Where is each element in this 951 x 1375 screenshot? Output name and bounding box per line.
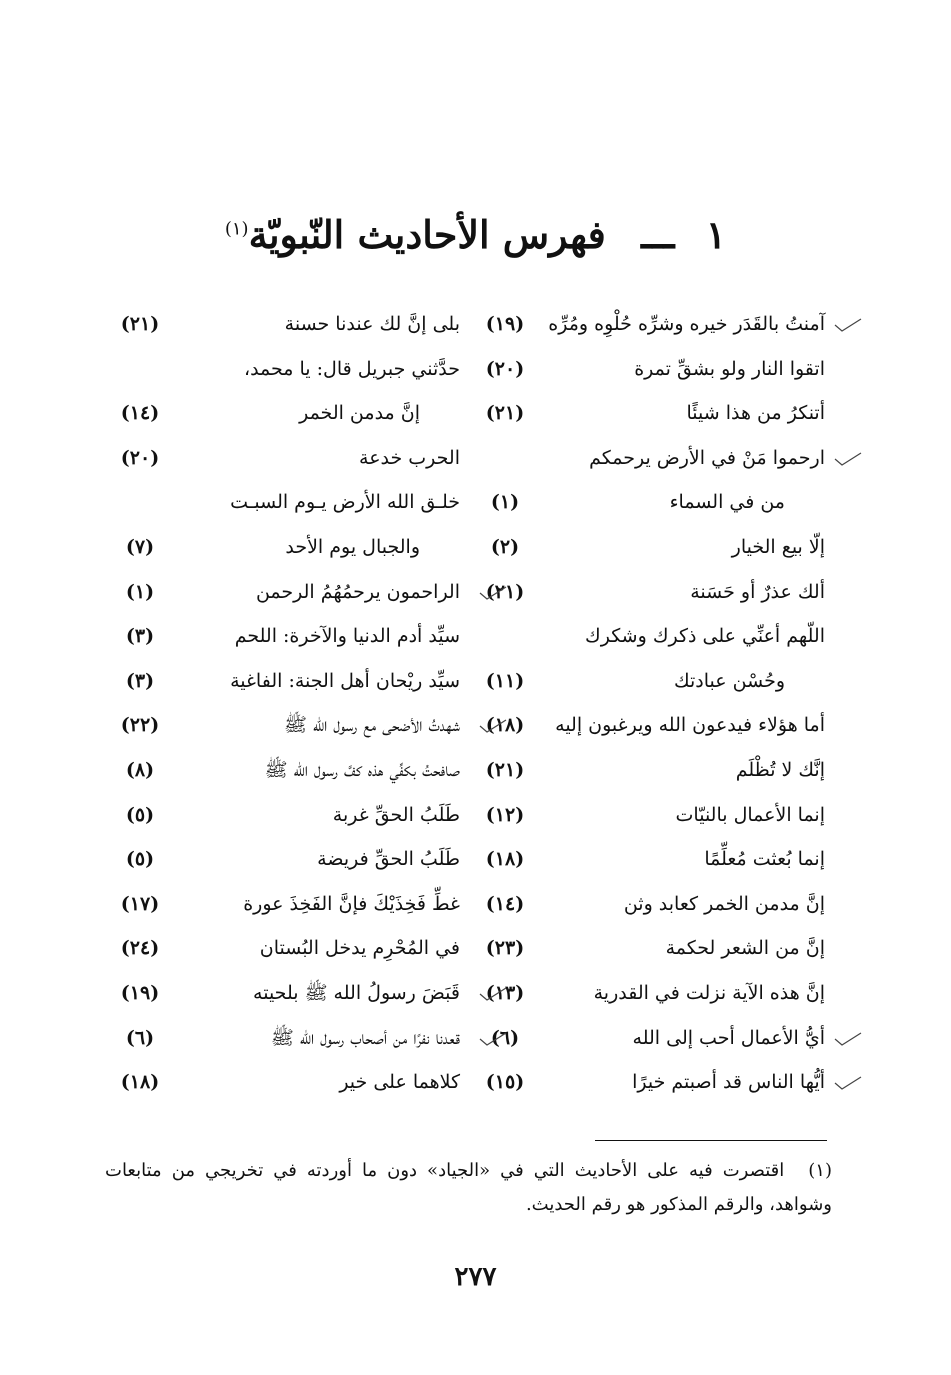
entry-ref-number: (١٢)	[485, 803, 525, 826]
entry-ref-number: (١٥)	[485, 1071, 525, 1094]
entry-ref-number: (٢١)	[485, 758, 525, 781]
handwritten-check-icon	[833, 1030, 863, 1048]
index-entry	[100, 748, 460, 793]
entry-text: سيِّد ريْحان أهل الجنة: الفاغية	[230, 669, 460, 692]
entry-ref-number: (٣)	[125, 625, 155, 648]
index-entry	[465, 703, 825, 748]
index-entry	[465, 570, 825, 615]
entry-text: الحرب خدعة	[359, 446, 460, 469]
entry-text: أيُّها الناس قد أصبتم خيرًا	[632, 1071, 825, 1094]
title-number: ١	[705, 212, 727, 257]
index-entry	[465, 748, 825, 793]
index-entry	[100, 525, 460, 570]
index-entry	[465, 391, 825, 436]
entry-ref-number: (٥)	[125, 848, 155, 871]
entry-text: ألك عذرٌ أو حَسَنة	[690, 580, 825, 603]
index-entry	[100, 837, 460, 882]
handwritten-check-icon	[478, 717, 508, 735]
entry-ref-number: (٢)	[490, 535, 520, 558]
index-entry	[100, 480, 460, 525]
entry-text: إنَّ من الشعر لحكمة	[665, 937, 825, 960]
footnote	[105, 1154, 832, 1222]
entry-ref-number: (٧)	[125, 535, 155, 558]
entry-text: أما هؤلاء فيدعون الله ويرغبون إليه	[555, 714, 825, 737]
entry-ref-number: (٦)	[490, 1026, 520, 1049]
entry-text: ارحموا مَنْ في الأرض يرحمكم	[589, 446, 825, 469]
entry-text: إنما بُعثت مُعلِّمًا	[704, 848, 825, 871]
entry-ref-number: (٢١)	[120, 313, 160, 335]
entry-text: إنَّ مدمن الخمر	[299, 402, 420, 425]
index-entry	[100, 971, 460, 1016]
entry-ref-number: (٢١)	[485, 580, 525, 603]
handwritten-check-icon	[478, 1030, 508, 1048]
index-entry	[465, 1016, 825, 1061]
entry-text: اللّهم أعنِّي على ذكرك وشكرك	[585, 625, 825, 648]
entry-text: والجبال يوم الأحد	[285, 535, 420, 558]
index-entry	[465, 882, 825, 927]
title-text: فهرس الأحاديث النّبويّة	[248, 212, 606, 257]
entry-ref-number: (١٤)	[120, 402, 160, 425]
entry-ref-number: (٨)	[125, 758, 155, 781]
footnote-text: اقتصرت فيه على الأحاديث التي في «الجياد» دون ما أوردته في تخريجي من متابعات وشواهد، والرقم المذكور هو رقم الحديث.	[105, 1160, 832, 1215]
entry-ref-number: (٣)	[125, 669, 155, 692]
index-entry	[465, 971, 825, 1016]
index-entry	[465, 525, 825, 570]
index-column-right	[465, 302, 825, 1105]
entry-ref-number: (٦)	[125, 1026, 155, 1049]
entry-ref-number: (١٧)	[120, 892, 160, 915]
entry-text: شهدتُ الأضحى مع رسول الله ﷺ	[284, 714, 460, 737]
entry-ref-number: (١١)	[485, 669, 525, 692]
entry-ref-number: (٢٢)	[120, 714, 160, 737]
entry-text: غطِّ فَخِذَيْكَ فإنَّ الفَخِذَ عورة	[243, 892, 460, 915]
entry-text: وحُسْن عبادتك	[674, 669, 785, 692]
entry-ref-number: (١٣)	[485, 981, 525, 1004]
index-entry	[100, 391, 460, 436]
entry-ref-number: (١٩)	[485, 313, 525, 335]
entry-ref-number: (١٨)	[120, 1071, 160, 1094]
entry-ref-number: (٥)	[125, 803, 155, 826]
footnote-separator	[595, 1140, 827, 1141]
handwritten-check-icon	[833, 450, 863, 468]
page-title	[0, 212, 951, 257]
entry-text: سيِّد أدم الدنيا والآخرة: اللحم	[234, 625, 460, 648]
index-entry	[465, 659, 825, 704]
entry-text: بلى إنَّ لك عندنا حسنة	[284, 313, 460, 335]
index-entry	[100, 302, 460, 347]
index-entry	[465, 614, 825, 659]
entry-ref-number: (٢٠)	[120, 446, 160, 469]
index-entry	[100, 1016, 460, 1061]
handwritten-check-icon	[478, 985, 508, 1003]
entry-ref-number: (٢٤)	[120, 937, 160, 960]
index-entry	[465, 926, 825, 971]
index-entry	[100, 1060, 460, 1105]
footnote-number: (١)	[808, 1160, 832, 1181]
entry-ref-number: (١٩)	[120, 981, 160, 1004]
entry-text: إلّا بيع الخيار	[731, 535, 825, 558]
entry-text: طَلَبُ الحقِّ غربة	[332, 803, 460, 826]
entry-text: حدَّثني جبريل قال: يا محمد،	[243, 357, 460, 380]
index-entry	[100, 659, 460, 704]
index-entry	[465, 480, 825, 525]
index-entry	[100, 570, 460, 615]
index-entry	[100, 793, 460, 838]
entry-text: كلاهما على خير	[339, 1071, 460, 1094]
title-footnote-ref: (١)	[224, 218, 249, 240]
index-entry	[100, 703, 460, 748]
entry-ref-number: (١)	[125, 580, 155, 603]
handwritten-check-icon	[833, 1074, 863, 1092]
title-dash: ـــ	[641, 212, 675, 257]
entry-text: خلـق الله الأرض يـوم السبـت	[230, 491, 460, 514]
entry-ref-number: (١٨)	[485, 848, 525, 871]
entry-text: من في السماء	[669, 491, 785, 514]
index-entry	[465, 436, 825, 481]
entry-text: أيُّ الأعمال أحب إلى الله	[632, 1026, 825, 1049]
entry-text: آمنتُ بالقَدَر خيره وشرِّه حُلْوِه ومُرِّه	[548, 313, 825, 335]
entry-text: قَبَضَ رسولُ الله ﷺ بلحيته	[253, 981, 460, 1004]
entry-text: في المُحْرِم يدخل البُستان	[259, 937, 460, 960]
entry-ref-number: (١٤)	[485, 892, 525, 915]
handwritten-check-icon	[478, 584, 508, 602]
entry-text: قعدنا نفرًا من أصحاب رسول الله ﷺ	[270, 1026, 460, 1049]
entry-ref-number: (٢١)	[485, 402, 525, 425]
entry-text: إنما الأعمال بالنيّات	[675, 803, 825, 826]
index-entry	[465, 837, 825, 882]
entry-text: إنَّ هذه الآية نزلت في القدرية	[593, 981, 825, 1004]
index-entry	[465, 1060, 825, 1105]
index-entry	[100, 882, 460, 927]
index-entry	[100, 436, 460, 481]
entry-ref-number: (٢٣)	[485, 937, 525, 960]
entry-text: صافحتُ بكفِّي هذه كفَّ رسول الله ﷺ	[264, 758, 460, 781]
index-entry	[465, 302, 825, 347]
entry-ref-number: (١٨)	[485, 714, 525, 737]
entry-text: الراحمون يرحمُهُمُ الرحمن	[255, 580, 460, 603]
index-entry	[465, 347, 825, 392]
index-column-left	[100, 302, 460, 1105]
index-entry	[465, 793, 825, 838]
index-entry	[100, 926, 460, 971]
index-entry	[100, 614, 460, 659]
entry-ref-number: (٢٠)	[485, 357, 525, 380]
page-number: ٢٧٧	[454, 1262, 497, 1292]
entry-text: إنَّك لا تُظْلَم	[735, 758, 825, 781]
entry-ref-number: (١)	[490, 491, 520, 514]
handwritten-check-icon	[833, 316, 863, 334]
index-entry	[100, 347, 460, 392]
entry-text: أتنكرُ من هذا شيئًا	[686, 402, 825, 425]
entry-text: إنَّ مدمن الخمر كعابد وثن	[623, 892, 825, 915]
entry-text: اتقوا النار ولو بشقِّ تمرة	[634, 357, 825, 380]
entry-text: طَلَبُ الحقِّ فريضة	[317, 848, 460, 871]
